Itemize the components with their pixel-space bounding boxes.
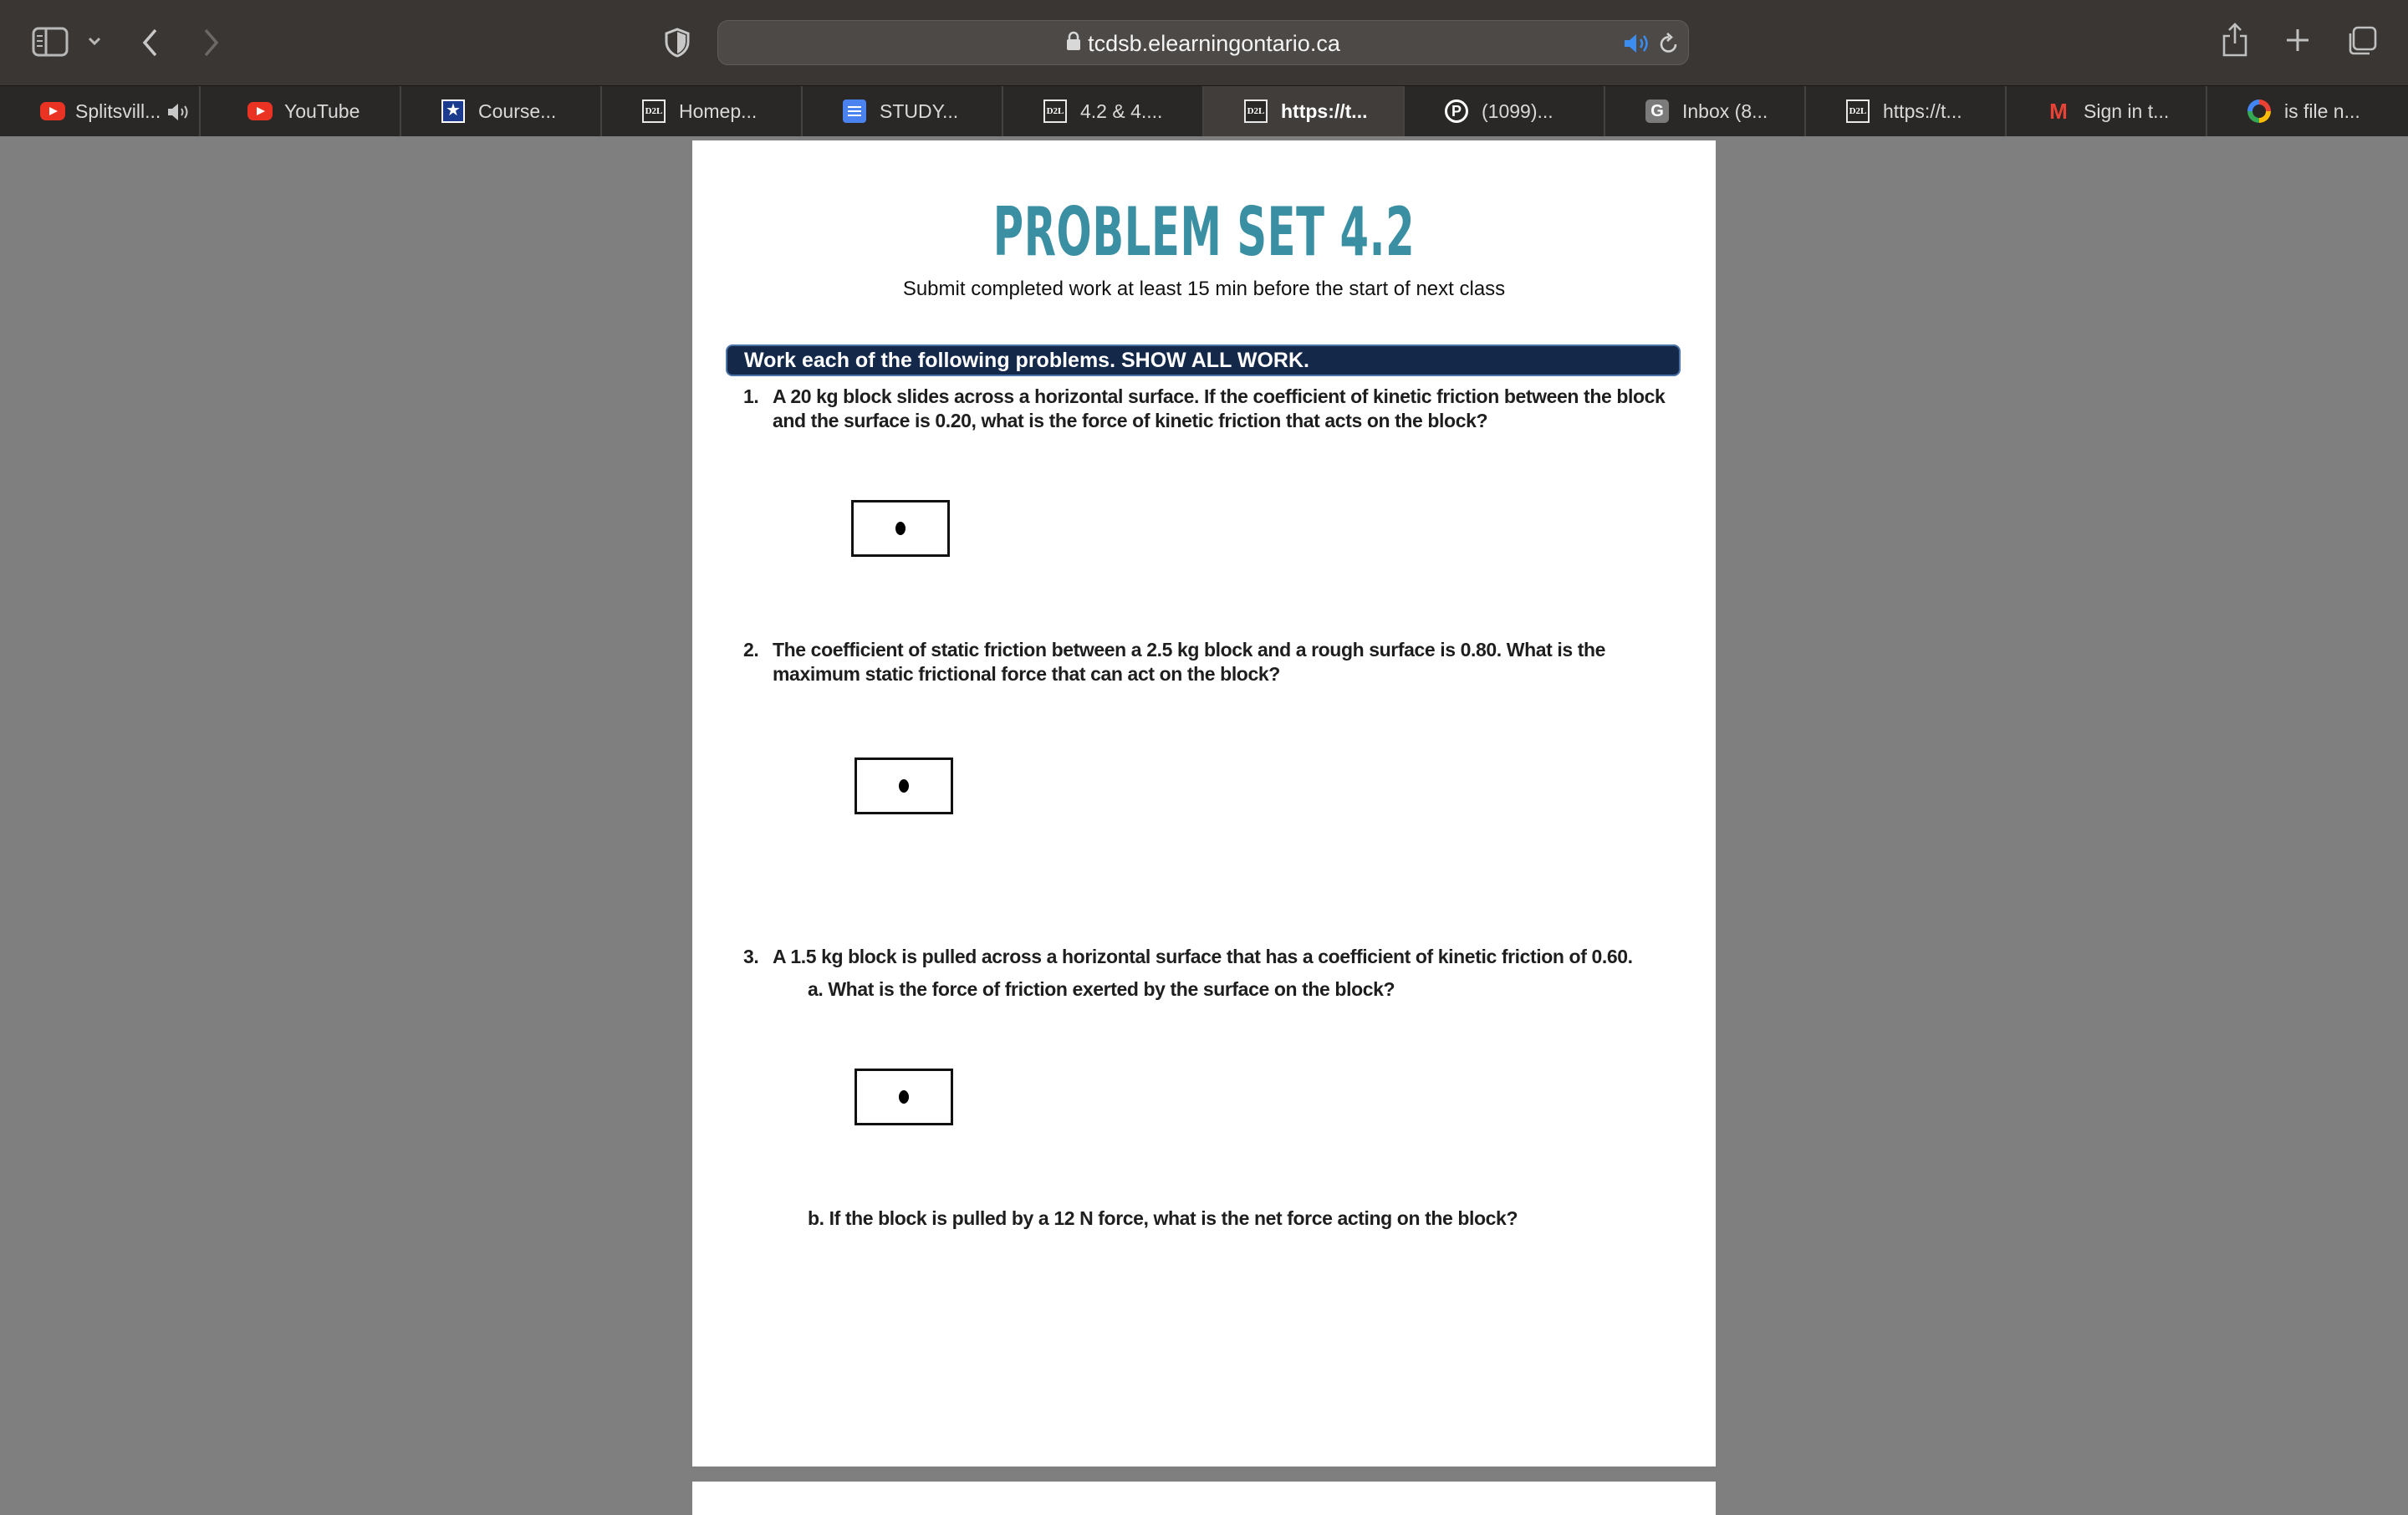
tab-title: YouTube xyxy=(284,100,360,122)
youtube-icon xyxy=(40,102,65,120)
tab-title: Homep... xyxy=(679,100,758,122)
d2l-icon: D2L xyxy=(1043,99,1067,123)
d2l-icon: D2L xyxy=(1244,99,1268,123)
question-number: 1. xyxy=(743,385,759,407)
question-3a xyxy=(808,977,1644,1002)
tab-overview-icon[interactable] xyxy=(2346,25,2378,57)
sidebar-toggle-icon[interactable] xyxy=(32,27,69,57)
tab-study[interactable] xyxy=(803,86,1003,136)
reload-icon[interactable] xyxy=(1658,33,1680,56)
tab-title: https://t... xyxy=(1883,100,1962,122)
browser-toolbar xyxy=(0,0,2408,85)
tab-title: Sign in t... xyxy=(2084,100,2170,122)
speaker-icon[interactable] xyxy=(1623,33,1651,54)
address-bar[interactable] xyxy=(717,20,1689,65)
google-icon xyxy=(2247,99,2271,123)
tab-4-2[interactable] xyxy=(1003,86,1204,136)
google-docs-icon xyxy=(843,99,866,123)
tab-homepage[interactable] xyxy=(602,86,803,136)
tab-title: Course... xyxy=(478,100,557,122)
answer-box[interactable] xyxy=(855,758,953,814)
tab-audio-icon[interactable] xyxy=(167,103,192,121)
course-star-icon: ★ xyxy=(441,99,465,123)
youtube-icon xyxy=(247,102,273,120)
question-part-text: a. What is the force of friction exerted by the surface on the block? xyxy=(808,978,1395,1000)
privacy-shield-icon[interactable] xyxy=(664,27,691,59)
question-text: A 20 kg block slides across a horizontal surface. If the coefficient of kinetic friction between the block and the surface is 0.20, what is the force of kinetic friction that acts on the block? xyxy=(773,385,1666,431)
next-document-page xyxy=(692,1482,1716,1515)
dot-marker xyxy=(899,1090,909,1104)
tab-title: is file n... xyxy=(2284,100,2360,122)
page-subtitle: Submit completed work at least 15 min before the start of next class xyxy=(902,278,1506,300)
tab-is-file[interactable] xyxy=(2207,86,2408,136)
question-number: 3. xyxy=(743,946,759,967)
new-tab-icon[interactable] xyxy=(2284,27,2311,54)
tab-strip xyxy=(0,85,2408,136)
tab-course[interactable] xyxy=(401,86,602,136)
forward-icon[interactable] xyxy=(201,27,221,59)
question-part-text: b. If the block is pulled by a 12 N force, what is the net force acting on the block? xyxy=(808,1207,1518,1229)
tab-pinterest[interactable] xyxy=(1405,86,1605,136)
document-page xyxy=(692,140,1716,1467)
tab-https-2[interactable] xyxy=(1806,86,2007,136)
g-icon: G xyxy=(1645,99,1669,123)
d2l-icon: D2L xyxy=(642,99,666,123)
dot-marker xyxy=(895,522,906,535)
tab-title: 4.2 & 4.... xyxy=(1080,100,1163,122)
page-title: PROBLEM SET 4.2 xyxy=(992,193,1416,271)
pinterest-icon: P xyxy=(1445,99,1468,123)
gmail-icon: M xyxy=(2049,99,2068,124)
lock-icon xyxy=(1066,21,1081,66)
tab-sign-in[interactable] xyxy=(2007,86,2207,136)
d2l-icon: D2L xyxy=(1846,99,1870,123)
tab-title: https://t... xyxy=(1281,100,1368,122)
tab-title: (1099)... xyxy=(1482,100,1553,122)
tab-title: Inbox (8... xyxy=(1682,100,1768,122)
question-text: A 1.5 kg block is pulled across a horizontal surface that has a coefficient of kinetic friction of 0.60. xyxy=(773,946,1633,967)
tab-title: STUDY... xyxy=(880,100,959,122)
address-text: tcdsb.elearningontario.ca xyxy=(1088,31,1340,56)
share-icon[interactable] xyxy=(2221,22,2249,59)
tab-youtube[interactable] xyxy=(201,86,401,136)
answer-box[interactable] xyxy=(855,1069,953,1125)
tab-active-document[interactable] xyxy=(1204,86,1405,136)
answer-box[interactable] xyxy=(851,500,950,557)
tab-splitsville[interactable] xyxy=(0,86,201,136)
question-3b xyxy=(808,1206,1644,1231)
chevron-down-icon[interactable] xyxy=(87,36,102,46)
question-text: The coefficient of static friction between a 2.5 kg block and a rough surface is 0.80. What is the maximum static frictional force that can act on the block? xyxy=(773,639,1606,685)
tab-inbox[interactable] xyxy=(1605,86,1806,136)
tab-title: Splitsvill... xyxy=(75,100,161,122)
dot-marker xyxy=(899,779,909,793)
back-icon[interactable] xyxy=(140,27,161,59)
question-number: 2. xyxy=(743,639,759,661)
instructions-banner: Work each of the following problems. SHOW ALL WORK. xyxy=(726,344,1681,376)
